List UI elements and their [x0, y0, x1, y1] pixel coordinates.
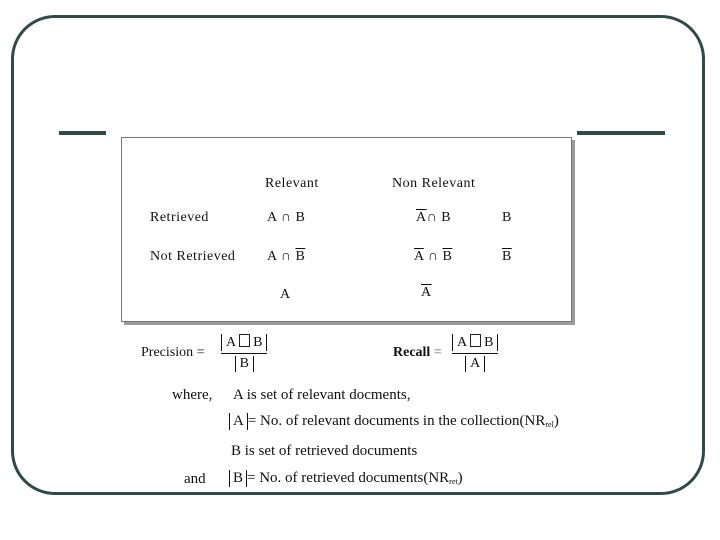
precision-label: Precision = [141, 345, 205, 360]
subscript-rel: rel [545, 420, 554, 429]
row-label-retrieved: Retrieved [150, 210, 209, 225]
abs-b: B [229, 470, 247, 487]
cap-symbol: ∩ [427, 249, 439, 264]
recall-word: Recall [393, 345, 431, 360]
abs-a: A [229, 413, 248, 430]
recall-numerator [452, 334, 498, 351]
intersection-glyph-icon [239, 334, 250, 347]
cell-a-and-b: A ∩ B [267, 210, 306, 225]
cap-b-text: ∩ B [426, 210, 452, 225]
column-total-a: A [280, 287, 291, 302]
column-total-not-a: $\overline{A}$ [421, 285, 432, 300]
where-label: where, [172, 387, 213, 403]
numerator-a: A [457, 335, 468, 350]
precision-fraction [221, 334, 267, 372]
definition-abs-a [229, 413, 559, 430]
cell-not-a-and-b [416, 210, 451, 226]
recall-label [393, 345, 442, 361]
contingency-table [121, 137, 572, 322]
numerator-b: B [484, 335, 494, 350]
left-title-rule [59, 131, 106, 135]
precision-denominator: B [235, 356, 254, 372]
subscript-ret: ret [449, 477, 458, 486]
recall-equals: = [433, 345, 442, 360]
cell-total-b: B [502, 210, 512, 225]
close-paren: ) [457, 470, 463, 486]
right-title-rule [577, 131, 665, 135]
definition-b: B is set of retrieved documents [231, 443, 418, 459]
abs-b-text: = No. of retrieved documents(NR [247, 470, 450, 486]
numerator-a: A [226, 335, 237, 350]
abs-a-text: = No. of relevant documents in the collection(NR [247, 413, 546, 429]
not-b-symbol: $\overline{B}$ [295, 249, 306, 264]
fraction-bar [221, 353, 267, 354]
cell-not-a-and-not-b [414, 249, 452, 265]
header-relevant: Relevant [265, 176, 319, 191]
intersection-glyph-icon [470, 334, 481, 347]
not-a-symbol: $\overline{A}$ [414, 249, 424, 264]
header-non-relevant: Non Relevant [392, 176, 476, 191]
cell-a-and-not-b [267, 249, 305, 265]
not-b-symbol: $\overline{B}$ [442, 249, 453, 264]
definition-a: A is set of relevant docments, [233, 387, 411, 403]
recall-denominator: A [465, 356, 485, 372]
precision-numerator [221, 334, 267, 351]
row-label-not-retrieved: Not Retrieved [150, 249, 236, 264]
fraction-bar [452, 353, 498, 354]
not-a-symbol: $\overline{A}$ [416, 210, 427, 225]
recall-fraction [452, 334, 498, 372]
a-cap-text: A ∩ [267, 249, 292, 264]
cell-total-not-b: $\overline{B}$ [502, 249, 512, 264]
and-label: and [184, 471, 206, 487]
close-paren: ) [553, 413, 559, 429]
definition-abs-b [229, 470, 463, 487]
numerator-b: B [253, 335, 263, 350]
